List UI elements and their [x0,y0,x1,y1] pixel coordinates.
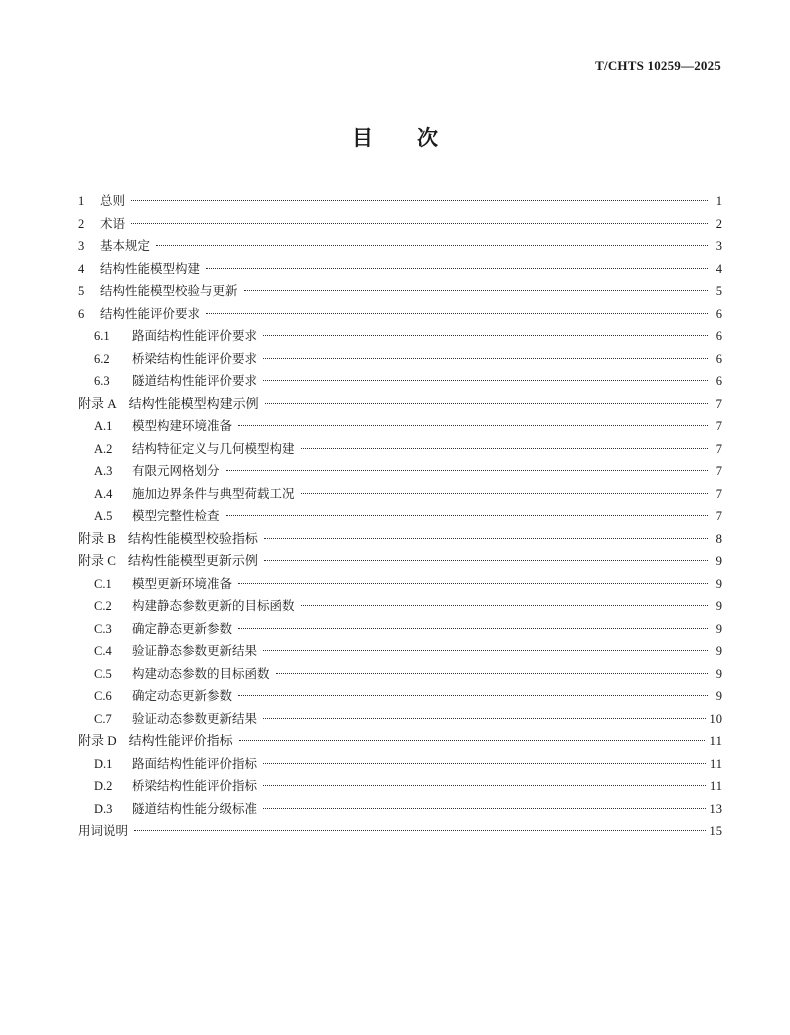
toc-entry[interactable] [78,595,722,618]
toc-entry[interactable] [78,393,722,416]
toc-dot-leader [226,515,708,516]
toc-dot-leader [263,763,706,764]
toc-entry[interactable] [78,708,722,731]
toc-entry-label: 模型更新环境准备 [132,575,233,591]
toc-entry-page-number: 7 [715,509,722,523]
toc-entry-number: C.2 [94,599,112,613]
toc-entry-page-number: 13 [709,801,722,816]
toc-dot-leader [301,493,708,494]
toc-entry[interactable] [78,663,722,686]
toc-entry-number: 附录 D [78,733,117,748]
toc-entry-label: 术语 [100,215,126,231]
toc-entry[interactable] [78,190,722,213]
toc-entry-label: 构建动态参数的目标函数 [132,665,270,681]
toc-dot-leader [238,425,708,426]
toc-entry[interactable] [78,640,722,663]
toc-entry-label: 路面结构性能评价指标 [132,755,258,771]
toc-dot-leader [131,223,708,224]
toc-entry-number: 6 [78,306,85,321]
toc-dot-leader [134,830,705,831]
toc-dot-leader [238,695,708,696]
toc-entry-page-number: 7 [715,464,722,478]
toc-dot-leader [301,605,708,606]
toc-dot-leader [264,538,708,539]
toc-entry-page-number: 2 [715,216,722,231]
toc-entry-page-number: 11 [709,779,722,793]
toc-entry-page-number: 5 [715,284,722,298]
toc-dot-leader [264,560,708,561]
toc-entry-label: 结构特征定义与几何模型构建 [132,440,295,456]
toc-entry[interactable] [78,618,722,641]
toc-entry-number: A.5 [94,509,113,523]
toc-entry-number: C.5 [94,666,112,681]
toc-entry[interactable] [78,415,722,438]
toc-entry-number: D.1 [94,756,113,771]
toc-dot-leader [265,403,708,404]
toc-entry[interactable] [78,370,722,393]
toc-entry-number: 附录 B [78,530,116,546]
table-of-contents [78,190,722,843]
toc-entry-number: C.7 [94,711,112,726]
toc-entry[interactable] [78,730,722,753]
toc-entry-page-number: 7 [715,441,722,456]
toc-dot-leader [238,583,708,584]
toc-entry-number: 5 [78,284,85,298]
toc-entry-label: 结构性能评价要求 [100,305,201,321]
toc-entry-label: 结构性能模型更新示例 [127,554,258,569]
toc-entry-page-number: 9 [715,599,722,613]
toc-entry-number: 6.1 [94,329,110,343]
toc-entry-label: 桥梁结构性能评价指标 [132,778,258,793]
toc-entry-page-number: 6 [715,351,722,366]
toc-entry[interactable] [78,258,722,281]
toc-dot-leader [239,740,706,741]
toc-entry[interactable] [78,528,722,551]
toc-entry-label: 用词说明 [78,823,129,838]
toc-entry-label: 结构性能模型构建示例 [128,396,259,412]
standard-code: T/CHTS 10259—2025 [595,58,721,73]
toc-entry-number: C.6 [94,689,112,703]
toc-entry[interactable] [78,820,722,843]
toc-entry[interactable] [78,775,722,798]
toc-entry-number: A.4 [94,486,113,501]
toc-entry-label: 基本规定 [100,238,151,253]
toc-entry-label: 验证静态参数更新结果 [132,643,258,658]
toc-entry-number: C.3 [94,621,112,636]
toc-entry-number: 1 [78,194,85,208]
toc-entry-label: 结构性能模型校验与更新 [100,283,238,298]
toc-entry[interactable] [78,438,722,461]
toc-entry-label: 隧道结构性能分级标准 [132,800,258,816]
toc-dot-leader [263,785,706,786]
toc-entry-label: 总则 [100,193,126,208]
toc-entry[interactable] [78,753,722,776]
toc-entry[interactable] [78,348,722,371]
toc-entry[interactable] [78,235,722,258]
toc-entry[interactable] [78,685,722,708]
toc-dot-leader [276,673,708,674]
toc-entry-page-number: 6 [715,306,722,321]
toc-entry-page-number: 9 [715,576,722,591]
toc-entry-page-number: 9 [715,553,722,568]
toc-entry-label: 结构性能评价指标 [128,734,233,749]
toc-entry-number: 2 [78,216,85,231]
toc-dot-leader [238,628,708,629]
title-char-1: 目 [352,126,373,150]
toc-dot-leader [301,448,708,449]
toc-dot-leader [226,470,708,471]
toc-entry-number: C.4 [94,644,112,658]
toc-entry-number: 6.3 [94,374,110,388]
toc-entry[interactable] [78,483,722,506]
toc-entry[interactable] [78,460,722,483]
toc-entry-number: 附录 C [78,553,116,568]
toc-entry[interactable] [78,303,722,326]
toc-dot-leader [263,335,708,336]
toc-entry-label: 模型完整性检查 [132,508,220,523]
toc-entry-label: 确定动态更新参数 [132,688,233,703]
toc-entry[interactable] [78,280,722,303]
page-title [0,122,790,152]
toc-entry[interactable] [78,573,722,596]
toc-dot-leader [206,313,708,314]
toc-entry-number: 3 [78,239,85,253]
toc-entry-number: C.1 [94,576,112,591]
toc-dot-leader [263,718,705,719]
toc-dot-leader [131,200,708,201]
toc-entry-label: 确定静态更新参数 [132,620,233,636]
toc-entry-page-number: 10 [709,711,722,726]
toc-entry[interactable] [78,325,722,348]
toc-entry-page-number: 6 [715,374,722,388]
toc-entry-page-number: 6 [715,329,722,343]
toc-dot-leader [263,380,708,381]
toc-entry-page-number: 7 [715,395,722,411]
toc-entry-number: D.2 [94,779,113,793]
toc-entry-page-number: 3 [715,239,722,253]
toc-entry[interactable] [78,213,722,236]
toc-entry-label: 模型构建环境准备 [132,418,233,433]
toc-entry-label: 有限元网格划分 [132,463,220,478]
toc-entry-number: 6.2 [94,351,110,366]
toc-entry-label: 结构性能模型校验指标 [127,531,258,547]
toc-dot-leader [206,268,708,269]
toc-entry-number: 4 [78,261,85,276]
toc-entry-page-number: 4 [715,261,722,276]
toc-entry-page-number: 9 [715,621,722,636]
toc-entry-label: 隧道结构性能评价要求 [132,373,258,388]
toc-dot-leader [263,650,708,651]
toc-entry-number: A.1 [94,419,113,433]
toc-dot-leader [244,290,708,291]
toc-entry-page-number: 7 [715,486,722,501]
toc-entry-number: A.2 [94,441,113,456]
toc-entry[interactable] [78,798,722,821]
toc-entry[interactable] [78,505,722,528]
toc-dot-leader [156,245,708,246]
toc-entry-label: 结构性能模型构建 [100,260,201,276]
toc-entry-page-number: 8 [715,530,722,546]
toc-entry-label: 路面结构性能评价要求 [132,328,258,343]
toc-dot-leader [263,358,708,359]
toc-dot-leader [263,808,705,809]
toc-entry-page-number: 9 [715,666,722,681]
toc-entry-label: 验证动态参数更新结果 [132,710,258,726]
toc-entry-page-number: 7 [715,419,722,433]
title-char-2: 次 [417,126,438,150]
toc-entry-page-number: 15 [709,824,722,838]
toc-entry-number: D.3 [94,801,113,816]
toc-entry-page-number: 11 [709,733,722,748]
toc-entry-label: 施加边界条件与典型荷载工况 [132,485,295,501]
toc-entry-label: 构建静态参数更新的目标函数 [132,598,295,613]
toc-entry-page-number: 9 [715,644,722,658]
toc-entry[interactable] [78,550,722,573]
toc-entry-page-number: 9 [715,689,722,703]
toc-entry-page-number: 1 [715,194,722,208]
toc-entry-label: 桥梁结构性能评价要求 [132,350,258,366]
toc-entry-number: A.3 [94,464,113,478]
toc-entry-page-number: 11 [709,756,722,771]
toc-entry-number: 附录 A [78,395,117,411]
